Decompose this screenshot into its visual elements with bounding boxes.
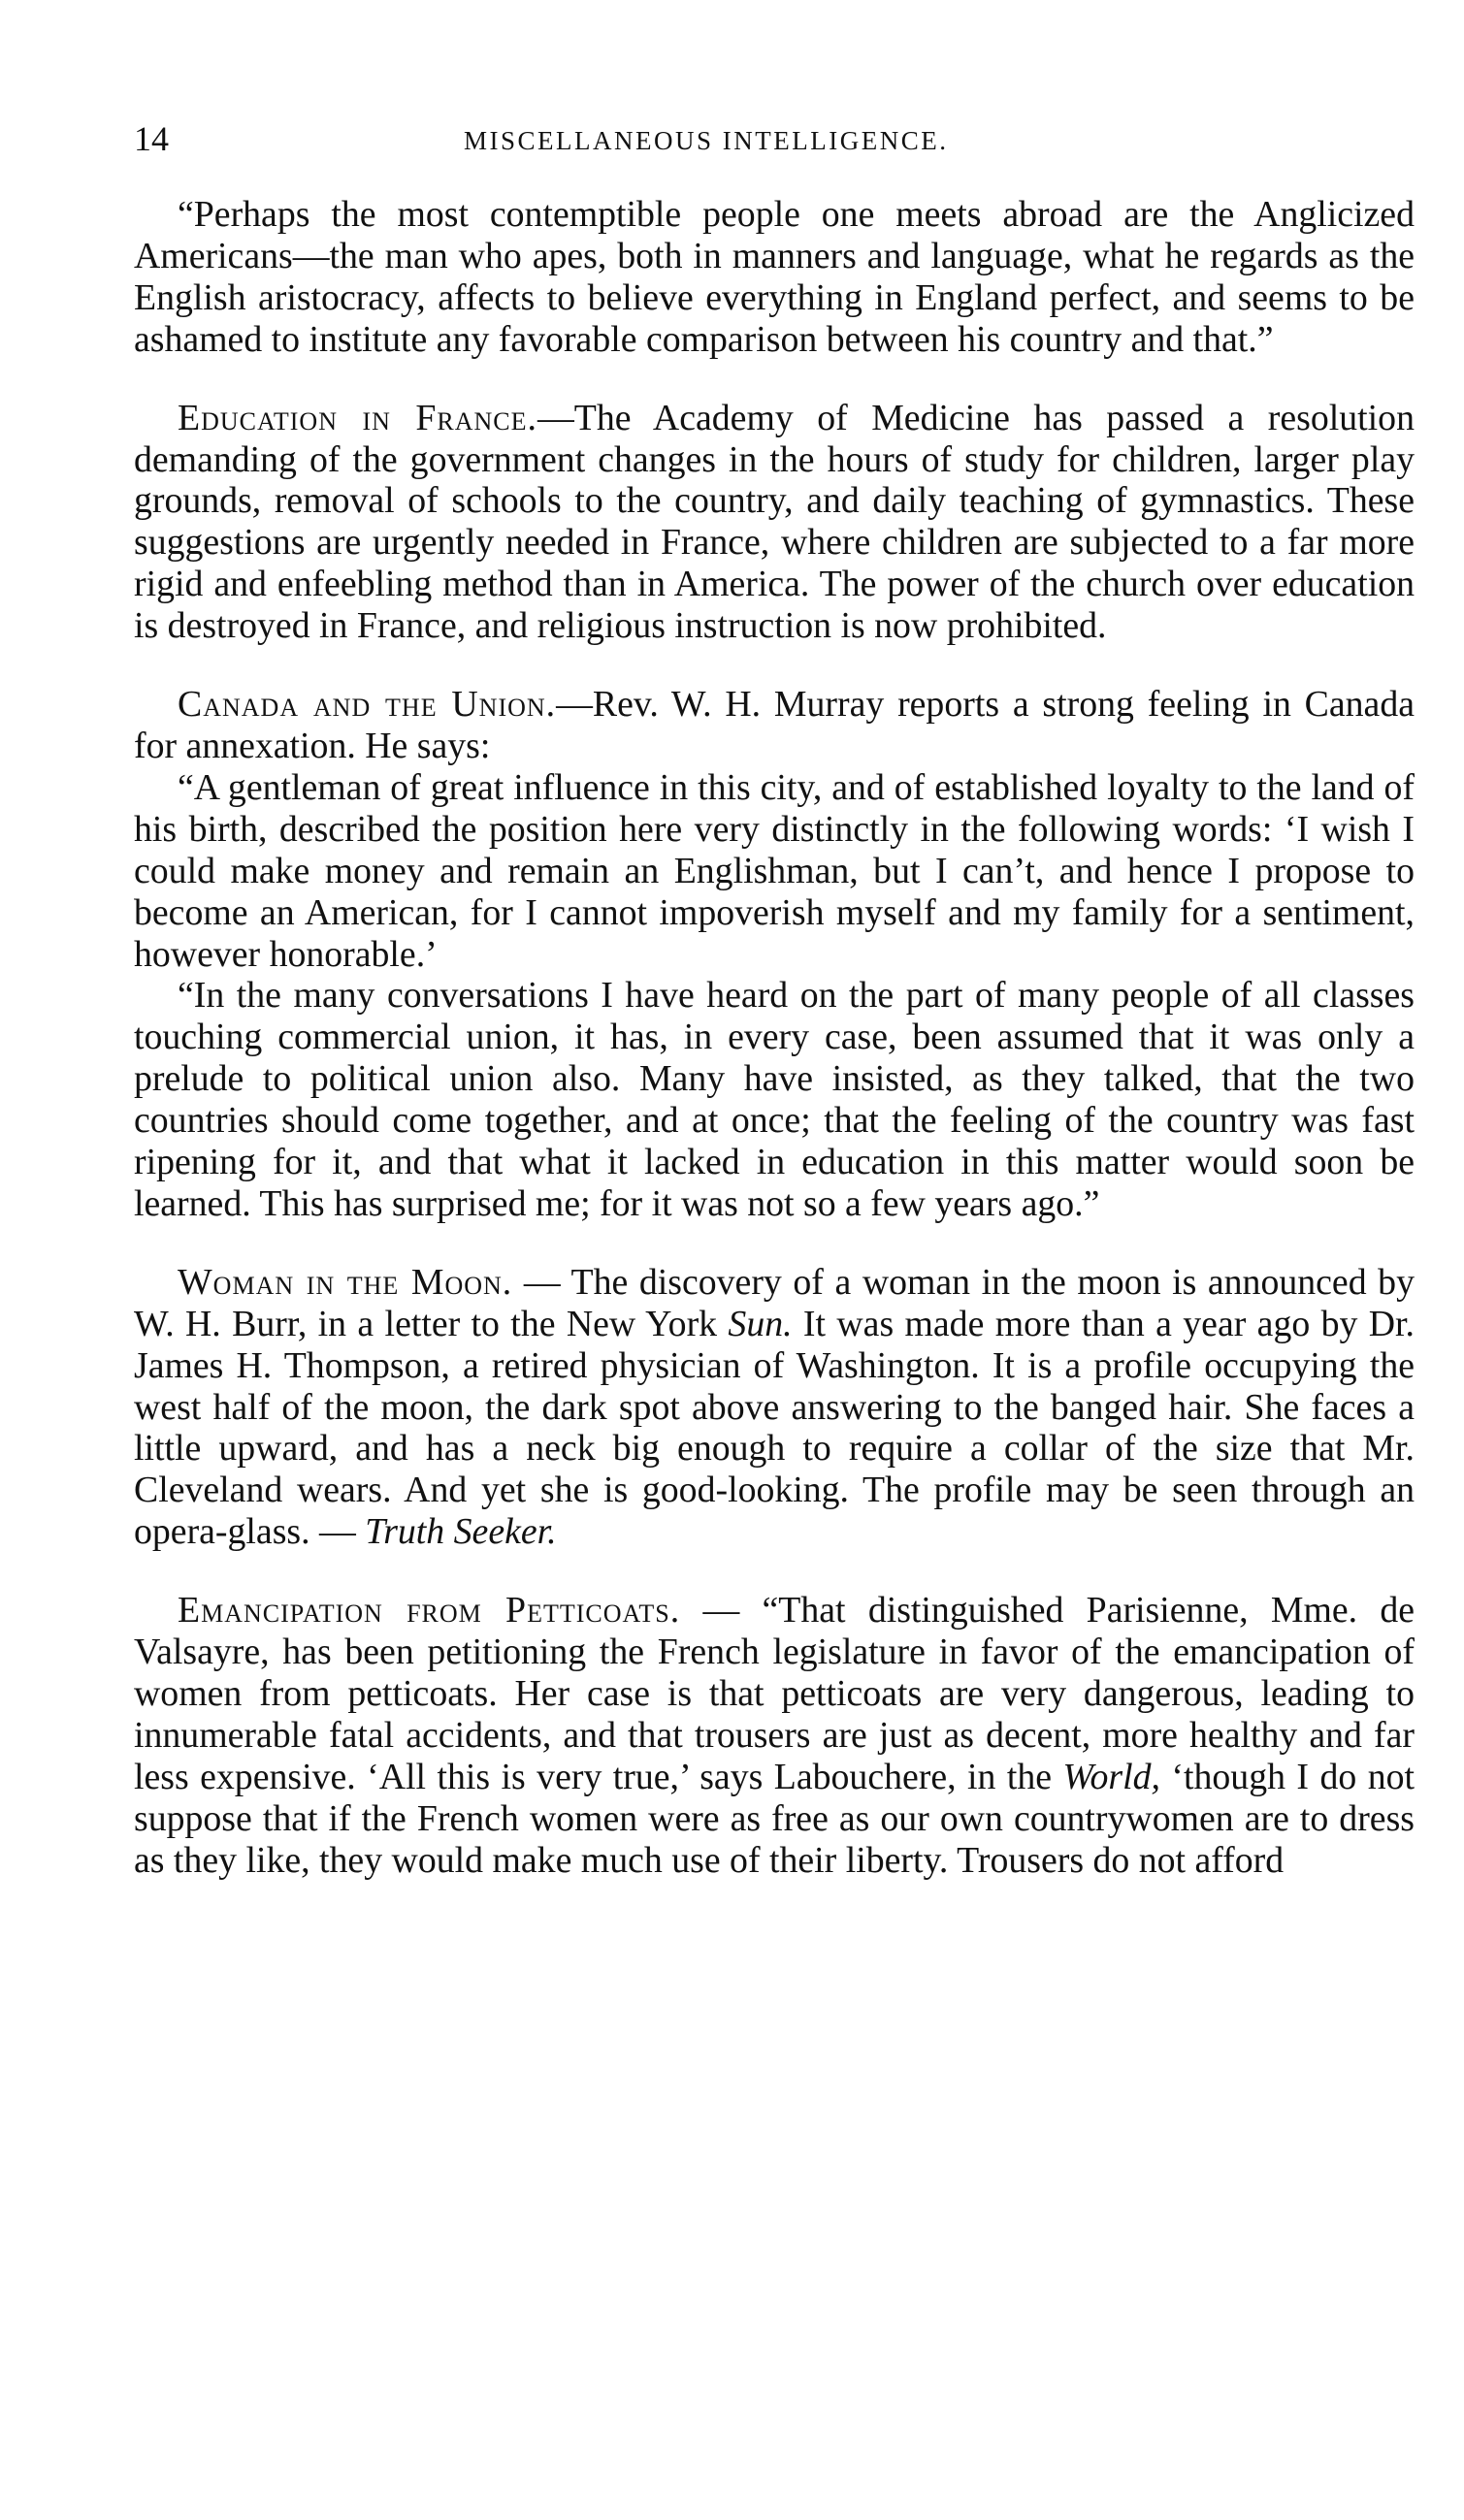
article-woman-in-the-moon (134, 1262, 1415, 1553)
article-heading: Emancipation from Petticoats. (178, 1590, 681, 1632)
running-head: MISCELLANEOUS INTELLIGENCE. (464, 126, 949, 155)
article-text: ‘though I do not suppose that if the French women were as free as our own countrywomen are to dress as they like, they would make much use of their liberty. Trousers do not afford (134, 1756, 1415, 1881)
article-anglicized-americans (134, 194, 1415, 361)
quote-paragraph (134, 767, 1415, 976)
article-heading: Education in France. (178, 397, 537, 438)
article-canada-and-the-union (134, 684, 1415, 767)
article-text: “Perhaps the most contemptible people one meets abroad are the Anglicized Americans—the man who apes, both in manners and language, what he regards as the English aristocracy, affects to believe everything in England perfect, and seems to be ashamed to institute any favorable comparison between his country and that.” (134, 194, 1415, 360)
paragraph-gap (134, 1225, 1415, 1262)
source-citation: Truth Seeker. (365, 1511, 557, 1553)
page-number: 14 (134, 119, 169, 158)
quote-text: “In the many conversations I have heard on the part of many people of all classes touching commercial union, it has, in every case, been assumed that it was only a prelude to political union also. Many have insisted, as they talked, that the two countries should come together, and at once; that the feeling of the country was fast ripening for it, and that what it lacked in education in this matter would soon be learned. This has surprised me; for it was not so a few years ago.” (134, 975, 1415, 1224)
article-text: It was made more than a year ago by Dr. James H. Thompson, a retired physician of Washington. It is a profile occupying the west half of the moon, the dark spot above answering to the banged hair. She faces a little upward, and has a neck big enough to require a collar of the size that Mr. Cleveland wears. And yet she is good-looking. The profile may be seen through an opera-glass. — (134, 1303, 1415, 1553)
page-body (134, 194, 1415, 1882)
article-heading: Woman in the Moon. (178, 1261, 513, 1303)
article-text: — The discovery of a woman in the moon is announced by W. H. Burr, in a letter to the New York (134, 1261, 1415, 1344)
article-emancipation-from-petticoats (134, 1590, 1415, 1881)
article-heading: Canada and the Union. (178, 684, 557, 726)
quote-text: “A gentleman of great influence in this city, and of established loyalty to the land of his birth, described the position here very distinctly in the following words: ‘I wish I could make money and remain an Englishman, but I can’t, and hence I propose to become an American, for I cannot impoverish myself and my family for a sentiment, however honorable.’ (134, 766, 1415, 975)
paragraph-gap (134, 361, 1415, 398)
paragraph-gap (134, 647, 1415, 684)
article-text: — “That distinguished Parisienne, Mme. de Valsayre, has been petitioning the French legislature in favor of the emancipation of women from petticoats. Her case is that petticoats are very dangerous, leading to innumerable fatal accidents, and that trousers are just as decent, more healthy and far less expensive. ‘All this is very true,’ says Labouchere, in the (134, 1590, 1415, 1797)
quote-paragraph (134, 975, 1415, 1224)
newspaper-title: Sun. (728, 1303, 793, 1344)
page-header (134, 114, 1415, 163)
article-education-in-france (134, 398, 1415, 647)
newspaper-title: World, (1062, 1756, 1160, 1797)
article-text: —Rev. W. H. Murray reports a strong feeling in Canada for annexation. He says: (134, 684, 1415, 766)
paragraph-gap (134, 1553, 1415, 1590)
article-text: —The Academy of Medicine has passed a resolution demanding of the government changes in the hours of study for children, larger play grounds, removal of schools to the country, and daily teaching of gymnastics. These suggestions are urgently needed in France, where children are subjected to a far more rigid and enfeebling method than in America. The power of the church over education is destroyed in France, and religious instruction is now prohibited. (134, 397, 1415, 647)
